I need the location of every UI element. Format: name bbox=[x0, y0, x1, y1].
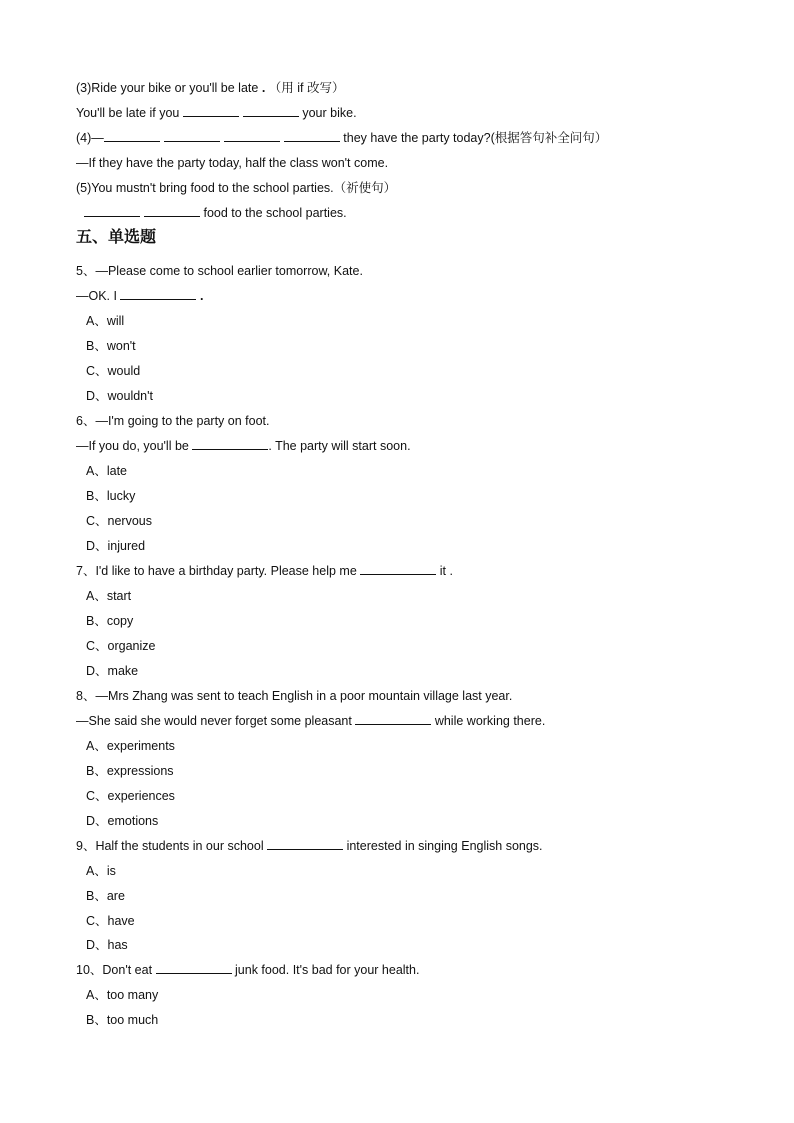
option-d[interactable]: D、emotions bbox=[86, 814, 159, 828]
stem-suffix: interested in singing English songs. bbox=[346, 839, 543, 853]
option-a[interactable]: A、experiments bbox=[86, 739, 175, 753]
option-a[interactable]: A、will bbox=[86, 314, 125, 328]
option-b[interactable]: B、copy bbox=[86, 614, 134, 628]
option-a[interactable]: A、too many bbox=[86, 988, 159, 1002]
answer-blank[interactable] bbox=[355, 712, 431, 725]
stem-suffix: . bbox=[199, 289, 204, 303]
option-a[interactable]: A、is bbox=[86, 864, 116, 878]
answer-blank[interactable] bbox=[284, 129, 340, 142]
q4-prefix: (4)— bbox=[76, 131, 104, 145]
option-c[interactable]: C、experiences bbox=[86, 789, 175, 803]
option-c[interactable]: C、organize bbox=[86, 639, 156, 653]
answer-blank[interactable] bbox=[120, 287, 196, 300]
q4-suffix: they have the party today?(根据答句补全问句） bbox=[343, 131, 608, 145]
answer-blank[interactable] bbox=[84, 204, 140, 217]
option-c[interactable]: C、would bbox=[86, 364, 141, 378]
stem-suffix: while working there. bbox=[434, 714, 546, 728]
option-d[interactable]: D、has bbox=[86, 938, 128, 952]
question-stem-blank-line bbox=[76, 559, 453, 584]
stem-prefix: —OK. I bbox=[76, 289, 117, 303]
rewrite-q3-prompt: (3)Ride your bike or you'll be late . （用 if 改写） bbox=[76, 81, 345, 95]
answer-blank[interactable] bbox=[267, 837, 343, 850]
rewrite-q4-question bbox=[76, 126, 607, 151]
stem-prefix: —She said she would never forget some pleasant bbox=[76, 714, 352, 728]
answer-blank[interactable] bbox=[243, 104, 299, 117]
question-stem: 5、—Please come to school earlier tomorrow, Kate. bbox=[76, 264, 363, 278]
option-c[interactable]: C、have bbox=[86, 914, 135, 928]
section-title: 五、单选题 bbox=[76, 229, 157, 246]
option-b[interactable]: B、won't bbox=[86, 339, 136, 353]
rewrite-q3-answer bbox=[76, 101, 357, 126]
stem-prefix: 7、I'd like to have a birthday party. Please help me bbox=[76, 564, 357, 578]
question-stem-blank-line bbox=[76, 958, 419, 983]
option-b[interactable]: B、lucky bbox=[86, 489, 136, 503]
rewrite-q5-prompt: (5)You mustn't bring food to the school parties.（祈使句） bbox=[76, 181, 397, 195]
option-b[interactable]: B、are bbox=[86, 889, 125, 903]
question-stem-blank-line bbox=[76, 434, 411, 459]
stem-prefix: —If you do, you'll be bbox=[76, 439, 189, 453]
answer-blank[interactable] bbox=[183, 104, 239, 117]
stem-suffix: it . bbox=[439, 564, 453, 578]
q5-answer-suffix: food to the school parties. bbox=[203, 206, 347, 220]
q3-instruction: （用 if 改写） bbox=[268, 81, 345, 95]
answer-blank[interactable] bbox=[224, 129, 280, 142]
answer-blank[interactable] bbox=[104, 129, 160, 142]
q3-prompt-text: (3)Ride your bike or you'll be late bbox=[76, 81, 259, 95]
option-a[interactable]: A、late bbox=[86, 464, 127, 478]
question-stem: 6、—I'm going to the party on foot. bbox=[76, 414, 270, 428]
answer-blank[interactable] bbox=[164, 129, 220, 142]
stem-suffix: junk food. It's bad for your health. bbox=[235, 963, 420, 977]
option-d[interactable]: D、injured bbox=[86, 539, 146, 553]
option-d[interactable]: D、wouldn't bbox=[86, 389, 153, 403]
answer-blank[interactable] bbox=[144, 204, 200, 217]
stem-prefix: 10、Don't eat bbox=[76, 963, 153, 977]
option-b[interactable]: B、too much bbox=[86, 1013, 159, 1027]
option-a[interactable]: A、start bbox=[86, 589, 132, 603]
question-stem-blank-line bbox=[76, 709, 545, 734]
option-d[interactable]: D、make bbox=[86, 664, 139, 678]
answer-blank[interactable] bbox=[360, 562, 436, 575]
answer-blank[interactable] bbox=[192, 437, 268, 450]
rewrite-q4-reply: —If they have the party today, half the class won't come. bbox=[76, 156, 389, 170]
stem-prefix: 9、Half the students in our school bbox=[76, 839, 264, 853]
q3-answer-prefix: You'll be late if you bbox=[76, 106, 180, 120]
question-stem-blank-line bbox=[76, 834, 543, 859]
question-stem-blank-line bbox=[76, 284, 203, 309]
q3-answer-suffix: your bike. bbox=[302, 106, 357, 120]
question-stem: 8、—Mrs Zhang was sent to teach English in a poor mountain village last year. bbox=[76, 689, 513, 703]
answer-blank[interactable] bbox=[156, 961, 232, 974]
option-c[interactable]: C、nervous bbox=[86, 514, 152, 528]
option-b[interactable]: B、expressions bbox=[86, 764, 174, 778]
stem-suffix: . The party will start soon. bbox=[268, 439, 411, 453]
